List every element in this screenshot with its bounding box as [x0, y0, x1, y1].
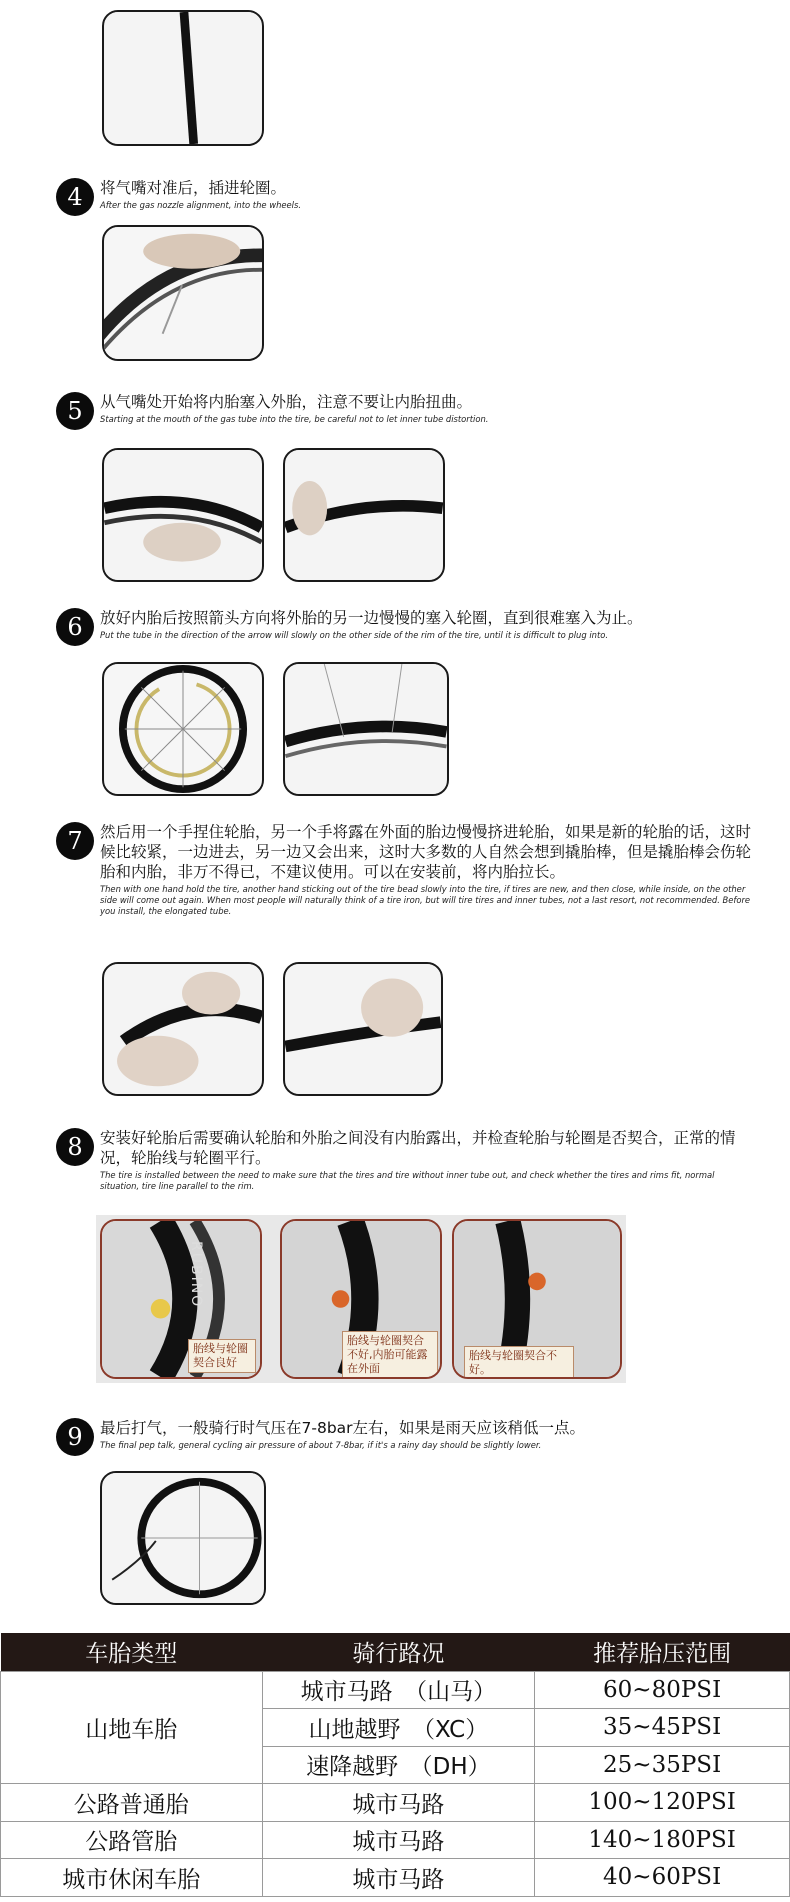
- table-row: [1, 1784, 790, 1822]
- rim-brand-text: RUBINO: [188, 1241, 204, 1309]
- tire-type-cell: 公路普通胎: [1, 1784, 263, 1822]
- tire-type-cell: 城市休闲车胎: [1, 1859, 263, 1897]
- step-number: 4: [56, 178, 94, 216]
- psi-cell: 140~180PSI: [535, 1821, 790, 1859]
- fit-good-label: 胎线与轮圈契合良好: [188, 1339, 256, 1373]
- step-text-cn: 安装好轮胎后需要确认轮胎和外胎之间没有内胎露出，并检查轮胎与轮圈是否契合，正常的情况，轮胎线与轮圈平行。: [100, 1129, 736, 1167]
- step-text-en: The final pep talk, general cycling air pressure of about 7-8bar, if it's a rainy day should be slightly lower.: [100, 1440, 542, 1450]
- step-7: [56, 822, 756, 917]
- road-cell: 城市马路: [262, 1859, 535, 1897]
- step5-photo-left: [102, 448, 264, 582]
- tire-type-cell: 山地车胎: [1, 1671, 263, 1784]
- step-text-en: Starting at the mouth of the gas tube into the tire, be careful not to let inner tube distortion.: [100, 414, 489, 424]
- step-number: 6: [56, 608, 94, 646]
- psi-cell: 100~120PSI: [535, 1784, 790, 1822]
- road-cell: 城市马路 （山马）: [262, 1671, 535, 1709]
- fit-check-strip: [96, 1215, 626, 1383]
- step3-photo: [102, 10, 264, 146]
- road-cell: 山地越野 （XC）: [262, 1709, 535, 1747]
- road-cell: 速降越野 （DH）: [262, 1746, 535, 1784]
- step-text-cn: 放好内胎后按照箭头方向将外胎的另一边慢慢的塞入轮圈，直到很难塞入为止。: [100, 609, 643, 627]
- road-cell: 城市马路: [262, 1784, 535, 1822]
- step-text-en: After the gas nozzle alignment, into the wheels.: [100, 200, 302, 210]
- psi-cell: 35~45PSI: [535, 1709, 790, 1747]
- step6-photo-left: [102, 662, 264, 796]
- fit-bad-label-2: 胎线与轮圈契合不好。: [464, 1346, 574, 1379]
- header-tire-type: 车胎类型: [1, 1633, 263, 1671]
- table-header-row: [1, 1633, 790, 1671]
- step-text-en: Put the tube in the direction of the arrow will slowly on the other side of the rim of the tire, until it is difficult to plug into.: [100, 630, 609, 640]
- step-text-cn: 最后打气，一般骑行时气压在7-8bar左右，如果是雨天应该稍低一点。: [100, 1419, 586, 1437]
- psi-cell: 25~35PSI: [535, 1746, 790, 1784]
- header-road-condition: 骑行路况: [262, 1633, 535, 1671]
- table-row: [1, 1821, 790, 1859]
- fit-bad-photo-2: [452, 1219, 622, 1379]
- table-row: [1, 1859, 790, 1897]
- step9-photo: [100, 1471, 266, 1605]
- road-cell: 城市马路: [262, 1821, 535, 1859]
- fit-bad-label-1: 胎线与轮圈契合不好,内胎可能露在外面: [342, 1331, 438, 1379]
- step-text-cn: 将气嘴对准后，插进轮圈。: [100, 179, 287, 197]
- step-number: 8: [56, 1128, 94, 1166]
- tire-pressure-table: [0, 1633, 790, 1897]
- step-4: [56, 178, 756, 211]
- fit-bad-photo-1: [280, 1219, 442, 1379]
- step-text-en: Then with one hand hold the tire, another hand sticking out of the tire bead slowly into the tire, if tires are new, and then close, while inside, on the other side will come out again. When most people will naturally think of a tire iron, but will tire tires and inner tubes, not a last resort, not recommended. Before you install, the elongated tube.: [100, 884, 751, 916]
- step-text-cn: 从气嘴处开始将内胎塞入外胎，注意不要让内胎扭曲。: [100, 393, 473, 411]
- step4-photo: [102, 225, 264, 361]
- step5-photo-right: [283, 448, 445, 582]
- step-text-en: The tire is installed between the need to make sure that the tires and tire without inner tube out, and check whether the tires and rims fit, normal situation, tire line parallel to the rim.: [100, 1170, 715, 1191]
- step-5: [56, 392, 756, 425]
- step-9: [56, 1418, 756, 1451]
- psi-cell: 60~80PSI: [535, 1671, 790, 1709]
- step6-photo-right: [283, 662, 449, 796]
- psi-cell: 40~60PSI: [535, 1859, 790, 1897]
- step-6: [56, 608, 756, 641]
- step-text-cn: 然后用一个手捏住轮胎，另一个手将露在外面的胎边慢慢挤进轮胎，如果是新的轮胎的话，这时候比较紧，一边进去，另一边又会出来，这时大多数的人自然会想到撬胎棒，但是撬胎棒会伤轮胎和内胎，非万不得已，不建议使用。可以在安装前，将内胎拉长。: [100, 823, 752, 881]
- step7-photo-left: [102, 962, 264, 1096]
- tire-type-cell: 公路管胎: [1, 1821, 263, 1859]
- fit-good-photo: [100, 1219, 262, 1379]
- step-number: 7: [56, 822, 94, 860]
- step-8: [56, 1128, 756, 1192]
- header-pressure-range: 推荐胎压范围: [535, 1633, 790, 1671]
- step7-photo-right: [283, 962, 443, 1096]
- table-row: [1, 1671, 790, 1709]
- step-number: 5: [56, 392, 94, 430]
- step-number: 9: [56, 1418, 94, 1456]
